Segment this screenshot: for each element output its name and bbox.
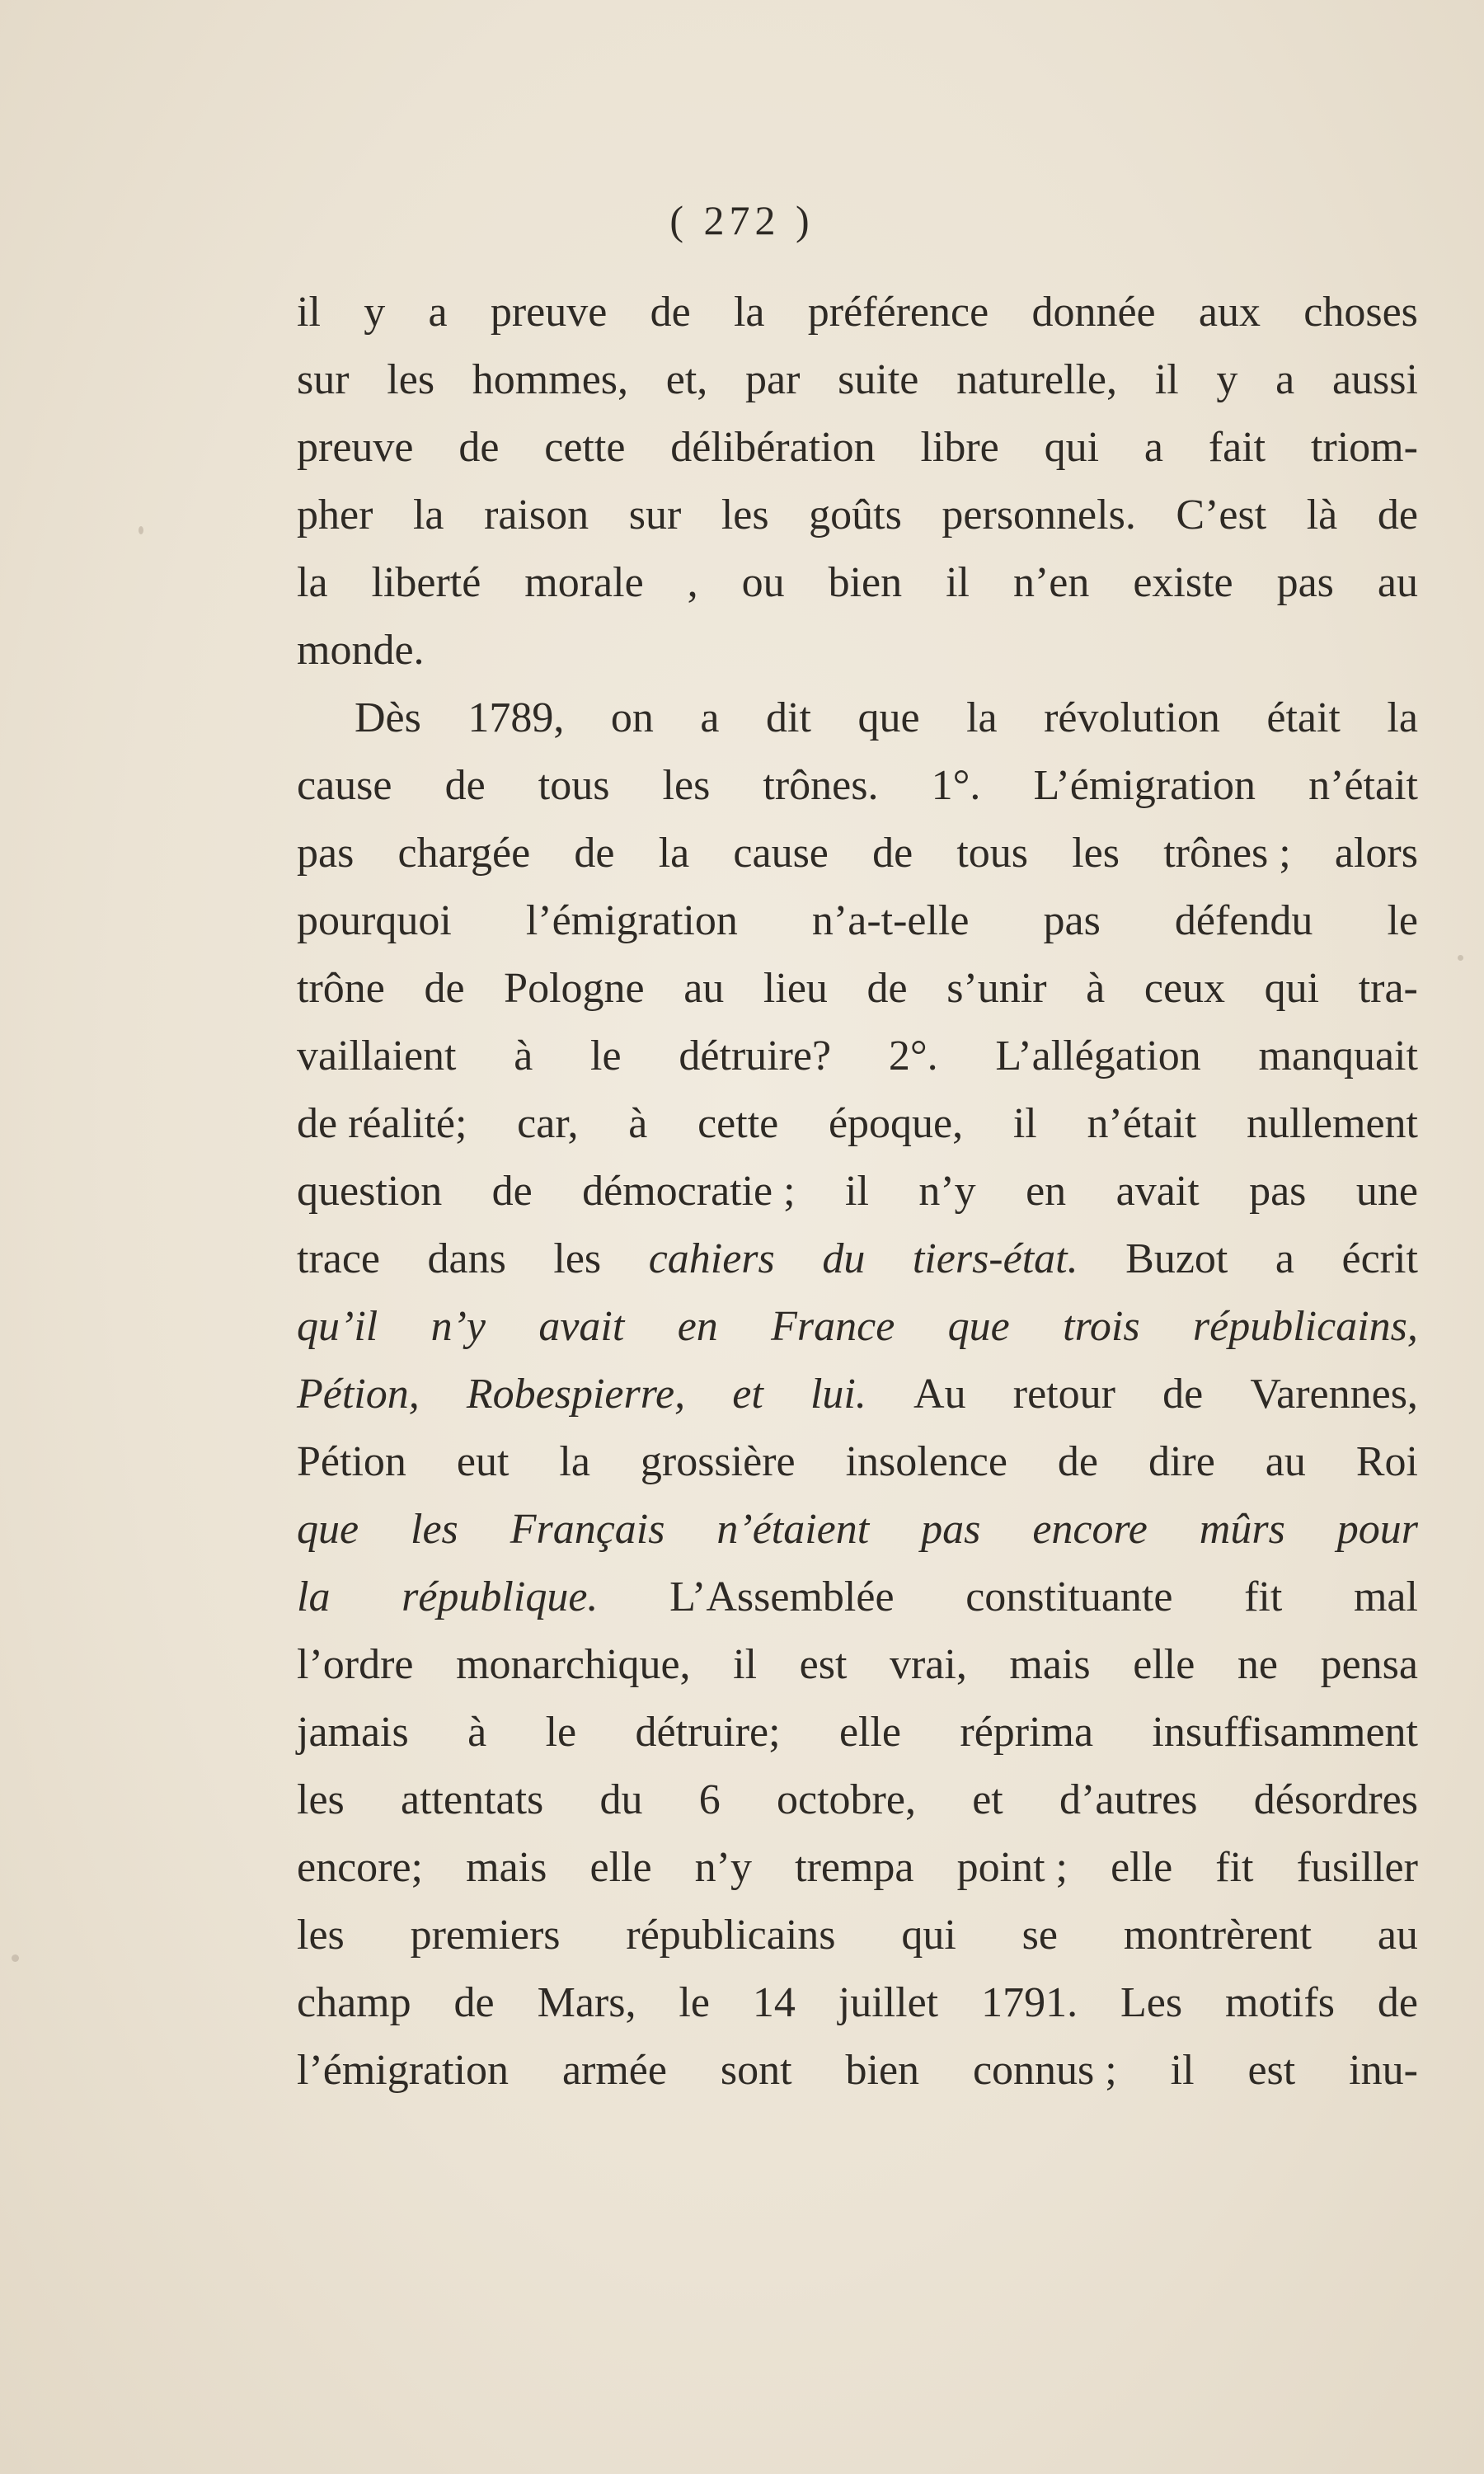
word: dit <box>766 694 811 741</box>
word: fit <box>1215 1844 1254 1891</box>
word: aux <box>1198 289 1261 336</box>
word: donnée <box>1031 289 1156 336</box>
word: car, <box>517 1100 579 1147</box>
word: l’émigration <box>525 897 738 944</box>
word: de <box>1377 1979 1418 2026</box>
word: avait <box>1115 1168 1200 1215</box>
word: qu’il <box>297 1303 378 1350</box>
word: elle <box>838 1709 902 1756</box>
text-line <box>297 887 1418 955</box>
word: mais <box>466 1844 547 1891</box>
word: était <box>1266 694 1341 741</box>
word: république. <box>402 1573 599 1620</box>
word: du <box>822 1235 866 1282</box>
word: délibération <box>670 424 876 471</box>
word: Dès <box>355 694 421 741</box>
word: est <box>799 1641 848 1688</box>
word: dire <box>1148 1438 1215 1485</box>
word: de <box>453 1979 495 2026</box>
text-line <box>297 1631 1418 1699</box>
word: que <box>857 694 920 741</box>
word: morale <box>524 559 644 606</box>
word: se <box>1021 1912 1058 1959</box>
word: réprima <box>960 1709 1094 1756</box>
word: existe <box>1133 559 1233 606</box>
text-line <box>297 549 1418 617</box>
text-line <box>297 279 1418 346</box>
word: pour <box>1336 1506 1418 1553</box>
word: pas <box>1249 1168 1307 1215</box>
text-line <box>297 2037 1418 2105</box>
word: preuve <box>490 289 608 336</box>
word: les <box>297 1776 345 1823</box>
word: elle <box>589 1844 652 1891</box>
word: Les <box>1120 1979 1183 2026</box>
word: a <box>428 289 448 336</box>
word: montrèrent <box>1123 1912 1312 1959</box>
word: libre <box>920 424 999 471</box>
word: révolution <box>1044 694 1220 741</box>
word: point ; <box>956 1844 1068 1891</box>
word: sur <box>628 492 682 539</box>
word: du <box>599 1776 643 1823</box>
word: ceux <box>1144 965 1226 1012</box>
word: fusiller <box>1296 1844 1418 1891</box>
word: les <box>297 1912 345 1959</box>
word: de <box>491 1168 533 1215</box>
text-line <box>297 955 1418 1023</box>
word: le <box>545 1709 577 1756</box>
word: au <box>683 965 725 1012</box>
word: il <box>1012 1100 1037 1147</box>
word: armée <box>561 2047 667 2094</box>
word: France <box>771 1303 895 1350</box>
word: pas <box>1276 559 1334 606</box>
word: insuffisamment <box>1152 1709 1418 1756</box>
paper-speck <box>12 1954 19 1962</box>
word: défendu <box>1174 897 1313 944</box>
word: chargée <box>397 830 531 877</box>
text-line <box>297 414 1418 482</box>
word: 1791. <box>981 1979 1078 2026</box>
word: attentats <box>401 1776 544 1823</box>
word: qui <box>1264 965 1320 1012</box>
text-line <box>297 1699 1418 1766</box>
word: écrit <box>1341 1235 1418 1282</box>
word: fait <box>1208 424 1266 471</box>
word: de <box>424 965 465 1012</box>
word: n’y <box>694 1844 752 1891</box>
word: démocratie ; <box>582 1168 796 1215</box>
word: la <box>658 830 690 877</box>
word: et <box>972 1776 1003 1823</box>
word: l’émigration <box>297 2047 510 2094</box>
word: la <box>297 559 328 606</box>
word: tiers-état. <box>912 1235 1078 1282</box>
word: de <box>1162 1371 1204 1418</box>
word: la <box>1387 694 1418 741</box>
paper-speck <box>1458 955 1463 961</box>
word: en <box>677 1303 718 1350</box>
word: le <box>1387 897 1418 944</box>
paper-speck <box>139 526 143 534</box>
word: 1789, <box>467 694 565 741</box>
word: inu- <box>1349 2047 1418 2094</box>
word: républicains <box>626 1912 836 1959</box>
word: de <box>866 965 908 1012</box>
word: en <box>1026 1168 1067 1215</box>
word: au <box>1377 559 1418 606</box>
word: C’est <box>1176 492 1267 539</box>
word: à <box>1086 965 1106 1012</box>
text-line <box>297 1293 1418 1361</box>
word: qui <box>1044 424 1100 471</box>
word: la <box>297 1573 331 1620</box>
word: le <box>590 1032 622 1079</box>
word: vaillaient <box>297 1032 457 1079</box>
word: par <box>745 356 801 403</box>
word: mais <box>1009 1641 1091 1688</box>
word: fit <box>1244 1573 1283 1620</box>
word: y <box>1216 356 1238 403</box>
word: jamais <box>297 1709 409 1756</box>
word: Pétion <box>297 1438 406 1485</box>
word: nullement <box>1247 1100 1418 1147</box>
word: insolence <box>845 1438 1007 1485</box>
word: les <box>411 1506 458 1553</box>
word: au <box>1377 1912 1418 1959</box>
word: hommes, <box>472 356 629 403</box>
word: de réalité; <box>297 1100 467 1147</box>
word: la <box>733 289 765 336</box>
word: les <box>387 356 435 403</box>
word: n’en <box>1012 559 1090 606</box>
text-line <box>297 346 1418 414</box>
word: que <box>947 1303 1010 1350</box>
word: sont <box>720 2047 792 2094</box>
word: qui <box>901 1912 956 1959</box>
word: les <box>553 1235 602 1282</box>
word: de <box>650 289 691 336</box>
word: octobre, <box>777 1776 916 1823</box>
text-line <box>297 1902 1418 1969</box>
text-line <box>297 1766 1418 1834</box>
word: pas <box>1043 897 1101 944</box>
word: à <box>514 1032 533 1079</box>
word: encore; <box>297 1844 424 1891</box>
word: les <box>721 492 769 539</box>
word: raison <box>484 492 589 539</box>
word: cahiers <box>648 1235 775 1282</box>
word: républicains, <box>1192 1303 1418 1350</box>
word: Pologne <box>504 965 645 1012</box>
word: n’était <box>1087 1100 1197 1147</box>
word: y <box>364 289 386 336</box>
text-line <box>297 1023 1418 1090</box>
word: avait <box>538 1303 625 1350</box>
word: mûrs <box>1199 1506 1285 1553</box>
text-line <box>297 1834 1418 1902</box>
word: tra- <box>1358 965 1418 1012</box>
word: il <box>946 559 970 606</box>
word: détruire? <box>679 1032 832 1079</box>
word: goûts <box>809 492 902 539</box>
word: Mars, <box>537 1979 636 2026</box>
word: à <box>628 1100 648 1147</box>
word: ne <box>1237 1641 1278 1688</box>
word: trônes ; <box>1163 830 1291 877</box>
word: triom- <box>1310 424 1418 471</box>
word: lui. <box>810 1371 866 1418</box>
word: choses <box>1303 289 1418 336</box>
word: on <box>610 694 654 741</box>
word: préférence <box>807 289 989 336</box>
word: la <box>966 694 998 741</box>
word: L’allégation <box>995 1032 1201 1079</box>
word: vrai, <box>889 1641 967 1688</box>
text-line <box>297 617 1418 684</box>
word: L’émigration <box>1033 762 1256 809</box>
word: là <box>1306 492 1338 539</box>
word: pas <box>921 1506 981 1553</box>
text-line <box>297 1225 1418 1293</box>
text-line <box>297 1361 1418 1428</box>
text-line <box>297 1428 1418 1496</box>
word: l’ordre <box>297 1641 414 1688</box>
word: de <box>458 424 500 471</box>
word: au <box>1265 1438 1306 1485</box>
word: , <box>687 559 698 606</box>
word: naturelle, <box>956 356 1118 403</box>
word: de <box>1057 1438 1098 1485</box>
word: liberté <box>371 559 481 606</box>
word: Au <box>913 1371 966 1418</box>
word: a <box>1144 424 1163 471</box>
word: tous <box>956 830 1029 877</box>
word: la <box>559 1438 590 1485</box>
word: premiers <box>410 1912 561 1959</box>
word: 2°. <box>888 1032 938 1079</box>
word: est <box>1247 2047 1296 2094</box>
word: n’étaient <box>716 1506 870 1553</box>
word: bien <box>828 559 903 606</box>
word: il <box>1170 2047 1195 2094</box>
word: suite <box>838 356 919 403</box>
word: 14 <box>752 1979 796 2026</box>
word: connus ; <box>972 2047 1117 2094</box>
word: il <box>297 289 321 336</box>
word: les <box>1072 830 1120 877</box>
word: que <box>297 1506 359 1553</box>
word: monarchique, <box>456 1641 691 1688</box>
word: Pétion, <box>297 1371 420 1418</box>
word: encore <box>1032 1506 1148 1553</box>
word: motifs <box>1225 1979 1335 2026</box>
word: pensa <box>1320 1641 1418 1688</box>
text-line <box>297 1969 1418 2037</box>
word: désordres <box>1253 1776 1418 1823</box>
body-text <box>297 279 1418 2105</box>
word: n’a-t-elle <box>811 897 970 944</box>
word: champ <box>297 1979 411 2026</box>
word: sur <box>297 356 350 403</box>
word: trempa <box>795 1844 914 1891</box>
word: juillet <box>838 1979 939 2026</box>
word: Robespierre, <box>466 1371 686 1418</box>
word: Varennes, <box>1250 1371 1418 1418</box>
word: trois <box>1063 1303 1140 1350</box>
word: le <box>679 1979 710 2026</box>
word: preuve <box>297 424 414 471</box>
word: et <box>732 1371 763 1418</box>
word: de <box>574 830 615 877</box>
word: d’autres <box>1059 1776 1198 1823</box>
word: a <box>1275 1235 1294 1282</box>
word: personnels. <box>942 492 1136 539</box>
word: s’unir <box>946 965 1047 1012</box>
word: trônes. <box>763 762 879 809</box>
word: les <box>662 762 711 809</box>
text-line <box>297 1496 1418 1564</box>
word: 1°. <box>931 762 981 809</box>
word: Roi <box>1355 1438 1418 1485</box>
word: L’Assemblée <box>669 1573 895 1620</box>
text-line <box>297 684 1418 752</box>
word: elle <box>1111 1844 1173 1891</box>
word: pher <box>297 492 373 539</box>
word: grossière <box>640 1438 796 1485</box>
word: n’y <box>918 1168 976 1215</box>
text-line <box>297 820 1418 887</box>
word: Buzot <box>1125 1235 1228 1282</box>
word: n’y <box>430 1303 486 1350</box>
word: de <box>872 830 913 877</box>
text-line <box>297 752 1418 820</box>
word: de <box>1377 492 1418 539</box>
word: 6 <box>698 1776 721 1823</box>
word: a <box>700 694 720 741</box>
word: a <box>1275 356 1295 403</box>
word: question <box>297 1168 443 1215</box>
word: dans <box>427 1235 506 1282</box>
word: et, <box>665 356 708 403</box>
word: mal <box>1353 1573 1418 1620</box>
word: n’était <box>1308 762 1418 809</box>
page-number: ( 272 ) <box>669 197 815 243</box>
word: aussi <box>1331 356 1418 403</box>
word: à <box>467 1709 487 1756</box>
text-line <box>297 1158 1418 1225</box>
word: la <box>412 492 444 539</box>
word: constituante <box>965 1573 1173 1620</box>
word: il <box>845 1168 869 1215</box>
word: trône <box>297 965 385 1012</box>
word: manquait <box>1258 1032 1418 1079</box>
word: ou <box>741 559 785 606</box>
word: détruire; <box>635 1709 781 1756</box>
word: pourquoi <box>297 897 452 944</box>
word: lieu <box>763 965 828 1012</box>
word: elle <box>1133 1641 1195 1688</box>
text-line <box>297 482 1418 549</box>
word: de <box>444 762 486 809</box>
word: trace <box>297 1235 381 1282</box>
word: cause <box>733 830 829 877</box>
word: époque, <box>828 1100 964 1147</box>
text-line <box>297 1090 1418 1158</box>
word: eut <box>456 1438 510 1485</box>
word: pas <box>297 830 355 877</box>
word: cause <box>297 762 392 809</box>
word: cette <box>544 424 626 471</box>
word: alors <box>1334 830 1418 877</box>
word: une <box>1355 1168 1418 1215</box>
word: retour <box>1012 1371 1115 1418</box>
word: cette <box>697 1100 779 1147</box>
word: tous <box>538 762 610 809</box>
word: il <box>733 1641 758 1688</box>
word: monde. <box>297 627 425 674</box>
word: il <box>1154 356 1179 403</box>
text-line <box>297 1564 1418 1631</box>
word: bien <box>845 2047 920 2094</box>
word: Français <box>510 1506 665 1553</box>
